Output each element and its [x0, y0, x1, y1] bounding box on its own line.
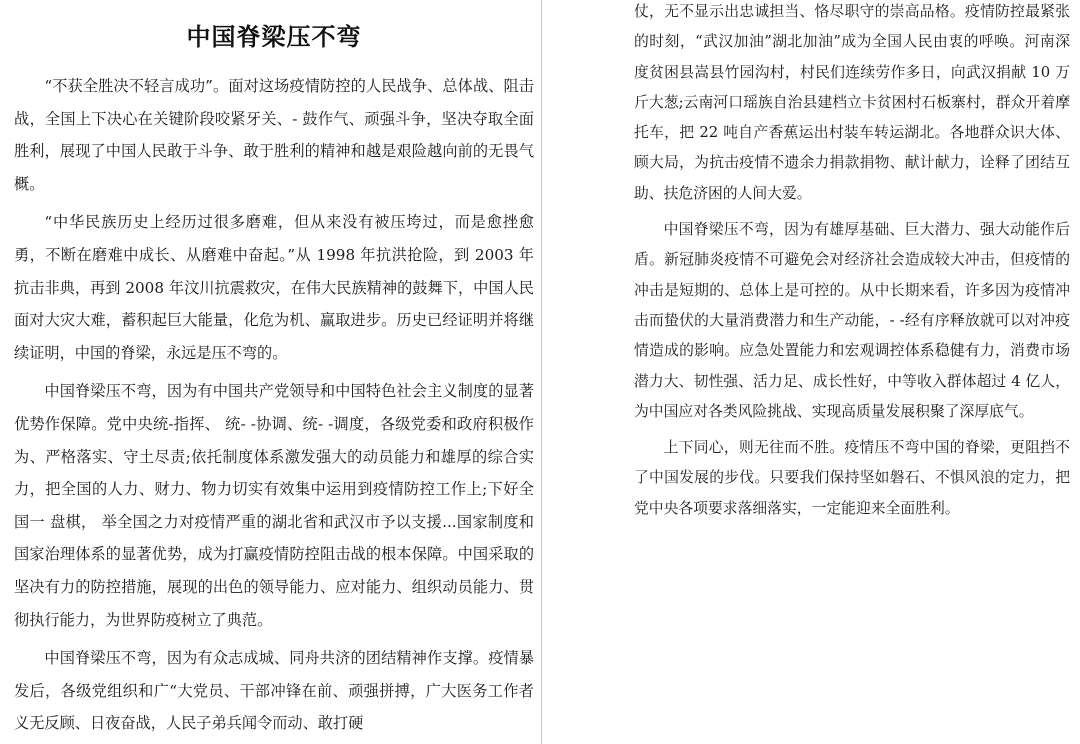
- paragraph-6: 上下同心，则无往而不胜。疫情压不弯中国的脊梁，更阻挡不了中国发展的步伐。只要我们保持坚如磐石、不惧风浪的定力，把党中央各项要求落细落实，一定能迎来全面胜利。: [634, 439, 1070, 517]
- paragraph-5: 中国脊梁压不弯，因为有雄厚基础、巨大潜力、强大动能作后盾。新冠肺炎疫情不可避免会对经济社会造成较大冲击，但疫情的冲击是短期的、总体上是可控的。从中长期来看，许多因为疫情冲击而蛰伏的大量消费潜力和生产动能，- -经有序释放就可以对冲疫情造成的影响。应急处置能力和宏观调控体系稳健有力，消费市场潜力大、韧性强、活力足、成长性好，中等收入群体超过 4 亿人，为中国应对各类风险挑战、实现高质量发展积聚了深厚底气。: [634, 221, 1070, 420]
- paragraph-4-continued: 仗，无不显示出忠诚担当、恪尽职守的崇高品格。疫情防控最紧张的时刻，“武汉加油”湖北加油”成为全国人民由衷的呼唤。河南深度贫困县嵩县竹园沟村，村民们连续劳作多日，向武汉捐献 10 万斤大葱;云南河口瑶族自治县建档立卡贫困村石板寨村，群众开着摩托车，把 22 吨自产香蕉运出村装车转运湖北。各地群众识大体、顾大局，为抗击疫情不遗余力捐款捐物、献计献力，诠释了团结互助、扶危济困的人间大爱。: [634, 3, 1070, 202]
- document-title: 中国脊梁压不弯: [186, 22, 362, 51]
- paragraph-4: 中国脊梁压不弯，因为有众志成城、同舟共济的团结精神作支撑。疫情暴发后，各级党组织和广“大党员、干部冲锋在前、顽强拼搏，广大医务工作者义无反顾、日夜奋战，人民子弟兵闻令而动、敢打硬: [14, 649, 534, 733]
- paragraph-3: 中国脊梁压不弯，因为有中国共产党领导和中国特色社会主义制度的显著优势作保障。党中央统-指挥、 统- -协调、统- -调度，各级党委和政府积极作为、严格落实、守土尽责;依托制度体系激发强大的动员能力和雄厚的综合实力，把全国的人力、财力、物力切实有效集中运用到疫情防控工作上;下好全国一 盘棋， 举全国之力对疫情严重的湖北省和武汉市予以支援...国家制度和国家治理体系的显著优势，成为打赢疫情防控阻击战的根本保障。中国采取的坚决有力的防控措施，展现的出色的领导能力、应对能力、组织动员能力、贯彻执行能力，为世界防疫树立了典范。: [14, 382, 534, 629]
- paragraph-2: “中华民族历史上经历过很多磨难，但从来没有被压垮过，而是愈挫愈勇，不断在磨难中成长、从磨难中奋起。”从 1998 年抗洪抢险，到 2003 年抗击非典，再到 2008 年汶川抗震救灾，在伟大民族精神的鼓舞下，中国人民面对大灾大难，蓄积起巨大能量，化危为机、赢取进步。历史已经证明并将继续证明，中国的脊梁，永远是压不弯的。: [14, 213, 534, 362]
- paragraph-1: “不获全胜决不轻言成功”。面对这场疫情防控的人民战争、总体战、阻击战，全国上下决心在关键阶段咬紧牙关、- 鼓作气、顽强斗争，坚决夺取全面胜利，展现了中国人民敢于斗争、敢于胜利的精神和越是艰险越向前的无畏气概。: [14, 77, 534, 193]
- right-page: [546, 0, 1080, 744]
- page-divider: [541, 0, 542, 744]
